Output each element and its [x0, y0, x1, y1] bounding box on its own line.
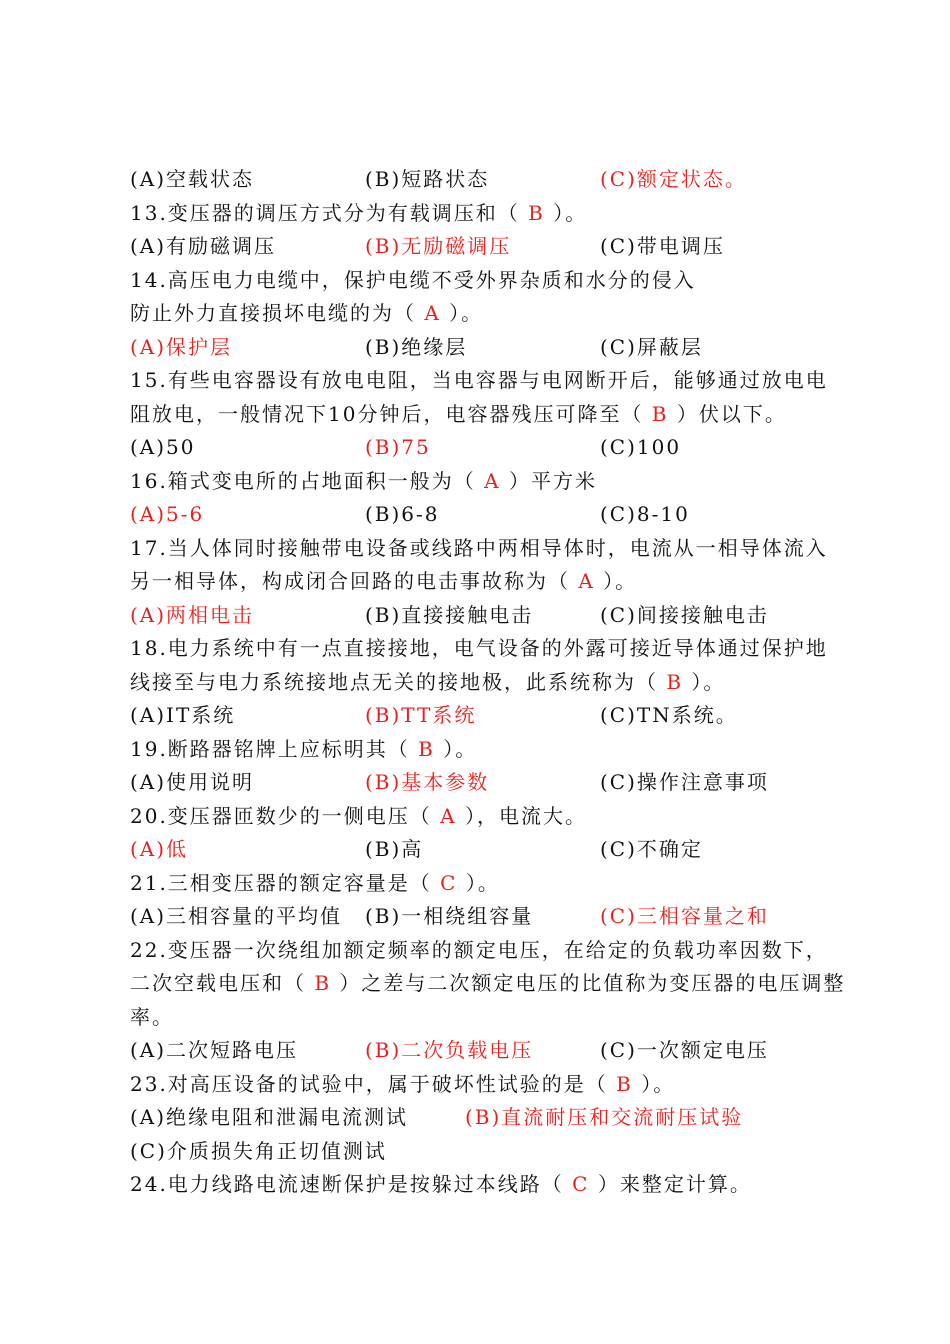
q18-options: [130, 699, 850, 733]
q23-option-c: (C)介质损失角正切值测试: [130, 1138, 387, 1163]
q19-options: [130, 766, 850, 800]
q22-option-b-correct: (B)二次负载电压: [365, 1038, 534, 1062]
q19-stem: [130, 733, 850, 767]
q14-option-b: (B)绝缘层: [365, 334, 468, 359]
q15-answer: B: [643, 401, 677, 426]
q13-answer: B: [519, 200, 554, 225]
q24-stem: [130, 1168, 850, 1202]
q16-option-b: (B)6-8: [365, 502, 440, 526]
q23-option-a: (A)绝缘电阻和泄漏电流测试: [130, 1105, 409, 1129]
q20-answer: A: [431, 803, 465, 828]
q19-option-b-correct: (B)基本参数: [365, 770, 490, 794]
q20-option-c: (C)不确定: [600, 837, 703, 861]
q14-options: [130, 331, 850, 365]
q20-options: [130, 833, 850, 867]
q14-stem-pre: 防止外力直接损坏电缆的为（: [130, 301, 416, 325]
q14-answer: A: [416, 301, 450, 325]
q16-option-a-correct: (A)5-6: [130, 502, 205, 526]
q18-option-c: (C)TN系统。: [600, 703, 738, 727]
q22-options: [130, 1034, 850, 1068]
q22-stem-post: ）之差与二次额定电压的比值称为变压器的电压调整: [339, 971, 846, 995]
q13-option-c: (C)带电调压: [600, 234, 725, 258]
q15-stem-line1: 15.有些电容器设有放电电阻，当电容器与电网断开后，能够通过放电电: [130, 368, 828, 392]
q16-answer: A: [475, 468, 509, 493]
q18-stem-post: ）。: [691, 669, 726, 694]
q24-answer: C: [563, 1172, 598, 1196]
q15-stem-pre: 阻放电，一般情况下10分钟后，电容器残压可降至（: [130, 401, 644, 426]
q22-answer: B: [306, 971, 340, 995]
q13-option-b-correct: (B)无励磁调压: [365, 234, 512, 258]
q18-stem-pre: 线接至与电力系统接地点无关的接地极，此系统称为（: [130, 669, 658, 694]
q22-stem-pre: 二次空载电压和（: [130, 971, 306, 995]
q21-stem-post: ）。: [465, 870, 500, 895]
q12-option-b: (B)短路状态: [365, 167, 490, 191]
q12-option-a: (A)空载状态: [130, 167, 255, 191]
q13-stem-pre: 13.变压器的调压方式分为有载调压和（: [130, 200, 520, 225]
q22-option-c: (C)一次额定电压: [600, 1038, 769, 1062]
q21-option-c-correct: (C)三相容量之和: [600, 904, 769, 928]
q17-stem-pre: 另一相导体，构成闭合回路的电击事故称为（: [130, 569, 570, 593]
q23-stem-pre: 23.对高压设备的试验中，属于破坏性试验的是（: [130, 1071, 608, 1096]
q24-stem-post: ）来整定计算。: [597, 1172, 752, 1196]
q18-option-b-correct: (B)TT系统: [365, 703, 477, 727]
q20-stem-post: ），电流大。: [464, 803, 587, 828]
q17-options: [130, 599, 850, 633]
q20-stem-pre: 20.变压器匝数少的一侧电压（: [130, 803, 432, 828]
q23-options-row2: [130, 1135, 850, 1169]
q15-options: [130, 431, 850, 465]
q13-options: [130, 230, 850, 264]
q21-options: [130, 900, 850, 934]
q13-option-a: (A)有励磁调压: [130, 234, 277, 258]
q15-stem-post: ）伏以下。: [676, 401, 787, 426]
q23-answer: B: [607, 1071, 642, 1096]
q23-stem: [130, 1068, 850, 1102]
q22-stem-line1: 22.变压器一次绕组加额定频率的额定电压，在给定的负载功率因数下，: [130, 937, 828, 962]
q20-option-b: (B)高: [365, 837, 424, 861]
q17-option-c: (C)间接接触电击: [600, 602, 769, 627]
q21-option-a: (A)三相容量的平均值: [130, 904, 343, 928]
q18-stem-line2: [130, 666, 850, 700]
q19-stem-pre: 19.断路器铭牌上应标明其（: [130, 736, 410, 761]
q18-answer: B: [658, 669, 692, 694]
q12-option-c-correct: (C)额定状态。: [600, 167, 747, 191]
q21-stem: [130, 867, 850, 901]
q16-options: [130, 498, 850, 532]
q18-option-a: (A)IT系统: [130, 703, 236, 727]
q12-options: [130, 163, 850, 197]
q16-stem: [130, 465, 850, 499]
q22-stem-line3: 率。: [130, 1004, 174, 1029]
q14-option-a-correct: (A)保护层: [130, 334, 233, 359]
q17-answer: A: [570, 569, 604, 593]
q15-option-c: (C)100: [600, 435, 682, 459]
q14-option-c: (C)屏蔽层: [600, 334, 703, 359]
q19-answer: B: [409, 736, 444, 761]
q16-option-c: (C)8-10: [600, 502, 690, 526]
q18-stem-line1: 18.电力系统中有一点直接接地，电气设备的外露可接近导体通过保护地: [130, 636, 828, 660]
q19-stem-post: ）。: [443, 736, 478, 761]
q19-option-c: (C)操作注意事项: [600, 770, 769, 794]
q23-option-b-correct: (B)直流耐压和交流耐压试验: [465, 1105, 744, 1129]
q14-stem-post: ）。: [449, 301, 484, 325]
q17-stem-post: ）。: [603, 569, 638, 593]
q23-options-row1: [130, 1101, 850, 1135]
q20-option-a-correct: (A)低: [130, 837, 189, 861]
q22-option-a: (A)二次短路电压: [130, 1038, 299, 1062]
q17-stem-line1: 17.当人体同时接触带电设备或线路中两相导体时，电流从一相导体流入: [130, 535, 828, 560]
q22-stem-line2: [130, 967, 850, 1001]
q17-stem-line2: [130, 565, 850, 599]
q21-option-b: (B)一相绕组容量: [365, 904, 534, 928]
q19-option-a: (A)使用说明: [130, 770, 255, 794]
q15-option-a: (A)50: [130, 435, 196, 459]
q16-stem-post: ）平方米: [508, 468, 597, 493]
q24-stem-pre: 24.电力线路电流速断保护是按躲过本线路（: [130, 1172, 564, 1196]
question-list: [130, 163, 850, 1202]
q20-stem: [130, 800, 850, 834]
q13-stem-post: ）。: [553, 200, 588, 225]
q21-answer: C: [431, 870, 466, 895]
q13-stem: [130, 197, 850, 231]
q17-option-b: (B)直接接触电击: [365, 602, 534, 627]
q17-option-a-correct: (A)两相电击: [130, 602, 255, 627]
q16-stem-pre: 16.箱式变电所的占地面积一般为（: [130, 468, 476, 493]
q21-stem-pre: 21.三相变压器的额定容量是（: [130, 870, 432, 895]
q15-stem-line2: [130, 398, 850, 432]
q14-stem-line1: 14.高压电力电缆中，保护电缆不受外界杂质和水分的侵入: [130, 267, 696, 292]
q15-option-b-correct: (B)75: [365, 435, 431, 459]
q14-stem-line2: [130, 297, 850, 331]
q23-stem-post: ）。: [641, 1071, 676, 1096]
